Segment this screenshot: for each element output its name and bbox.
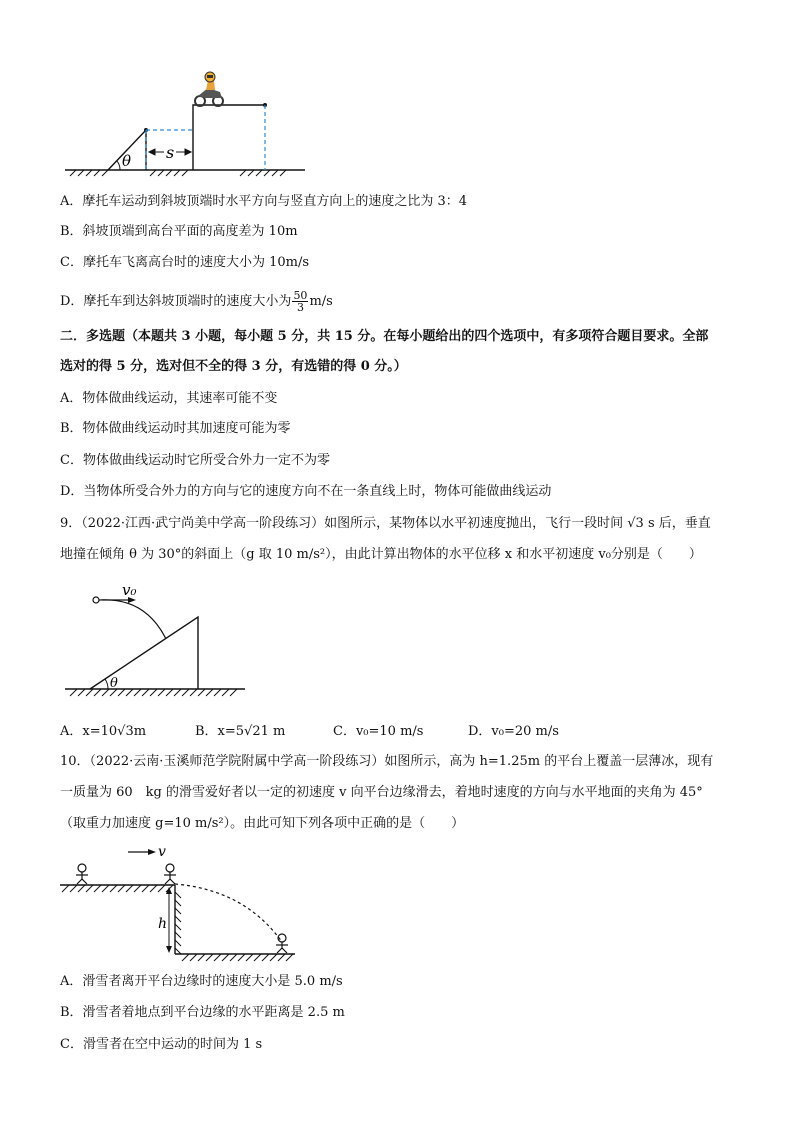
section-heading-line2: 选对的得 5 分，选对但不全的得 3 分，有选错的得 0 分。） xyxy=(60,359,407,374)
q10-stem-line3: （取重力加速度 g=10 m/s²）。由此可知下列各项中正确的是（ ） xyxy=(60,816,465,831)
h-label: h xyxy=(158,916,168,932)
prev-option-d xyxy=(60,290,333,313)
theta-label: θ xyxy=(122,152,132,170)
fraction xyxy=(292,290,308,313)
prev-option-b: B．斜坡顶端到高台平面的高度差为 10m xyxy=(60,224,298,239)
v0-label: v₀ xyxy=(122,581,137,599)
prev-option-d-suffix: m/s xyxy=(309,294,333,309)
q9-options xyxy=(60,722,559,742)
skier-platform-figure xyxy=(60,842,320,962)
q9-stem-line2: 地撞在倾角 θ 为 30°的斜面上（g 取 10 m/s²），由此计算出物体的水平位移 x 和水平初速度 v₀分别是（ ） xyxy=(60,547,702,562)
theta-label: θ xyxy=(110,676,118,691)
motorcycle-rider-icon xyxy=(195,72,223,106)
q9-option-b: B．x=5√21 m xyxy=(195,724,286,739)
section-heading-line1: 二．多选题（本题共 3 小题，每小题 5 分，共 15 分。在每小题给出的四个选项中，有多项符合题目要求。全部 xyxy=(60,329,709,344)
q10-stem-line2: 一质量为 60 kg 的滑雪爱好者以一定的初速度 v 向平台边缘滑去，着地时速度的方向与水平地面的夹角为 45° xyxy=(60,785,703,800)
q10-option-a: A．滑雪者离开平台边缘时的速度大小是 5.0 m/s xyxy=(60,974,343,989)
skier-icon xyxy=(76,864,88,884)
q8-option-d: D．当物体所受合外力的方向与它的速度方向不在一条直线上时，物体可能做曲线运动 xyxy=(60,484,552,499)
motorcycle-ramp-figure xyxy=(60,70,310,180)
projectile-incline-figure xyxy=(60,577,250,702)
q10-option-b: B．滑雪者着地点到平台边缘的水平距离是 2.5 m xyxy=(60,1005,345,1020)
q9-stem-line1: 9．（2022·江西·武宁尚美中学高一阶段练习）如图所示，某物体以水平初速度抛出，飞行一段时间 √3 s 后，垂直 xyxy=(60,516,711,531)
prev-option-a: A．摩托车运动到斜坡顶端时水平方向与竖直方向上的速度之比为 3：4 xyxy=(60,194,468,209)
fraction-numerator: 50 xyxy=(293,289,308,302)
prev-option-d-prefix: D．摩托车到达斜坡顶端时的速度大小为 xyxy=(60,294,292,309)
q8-option-c: C．物体做曲线运动时它所受合外力一定不为零 xyxy=(60,453,330,468)
q10-option-c: C．滑雪者在空中运动的时间为 1 s xyxy=(60,1037,263,1052)
q8-option-a: A．物体做曲线运动，其速率可能不变 xyxy=(60,391,278,406)
q9-option-c: C．v₀=10 m/s xyxy=(333,724,424,739)
q9-option-a: A．x=10√3m xyxy=(60,724,147,739)
prev-option-c: C．摩托车飞离高台时的速度大小为 10m/s xyxy=(60,255,309,270)
q10-stem-line1: 10．（2022·云南·玉溪师范学院附属中学高一阶段练习）如图所示，高为 h=1.25m 的平台上覆盖一层薄冰，现有 xyxy=(60,754,714,769)
skier-icon xyxy=(276,934,288,953)
skier-icon xyxy=(164,864,176,884)
q8-option-b: B．物体做曲线运动时其加速度可能为零 xyxy=(60,421,291,436)
q9-option-d: D．v₀=20 m/s xyxy=(468,724,559,739)
s-label: s xyxy=(166,143,175,162)
fraction-denominator: 3 xyxy=(296,301,304,314)
v-label: v xyxy=(158,844,166,860)
